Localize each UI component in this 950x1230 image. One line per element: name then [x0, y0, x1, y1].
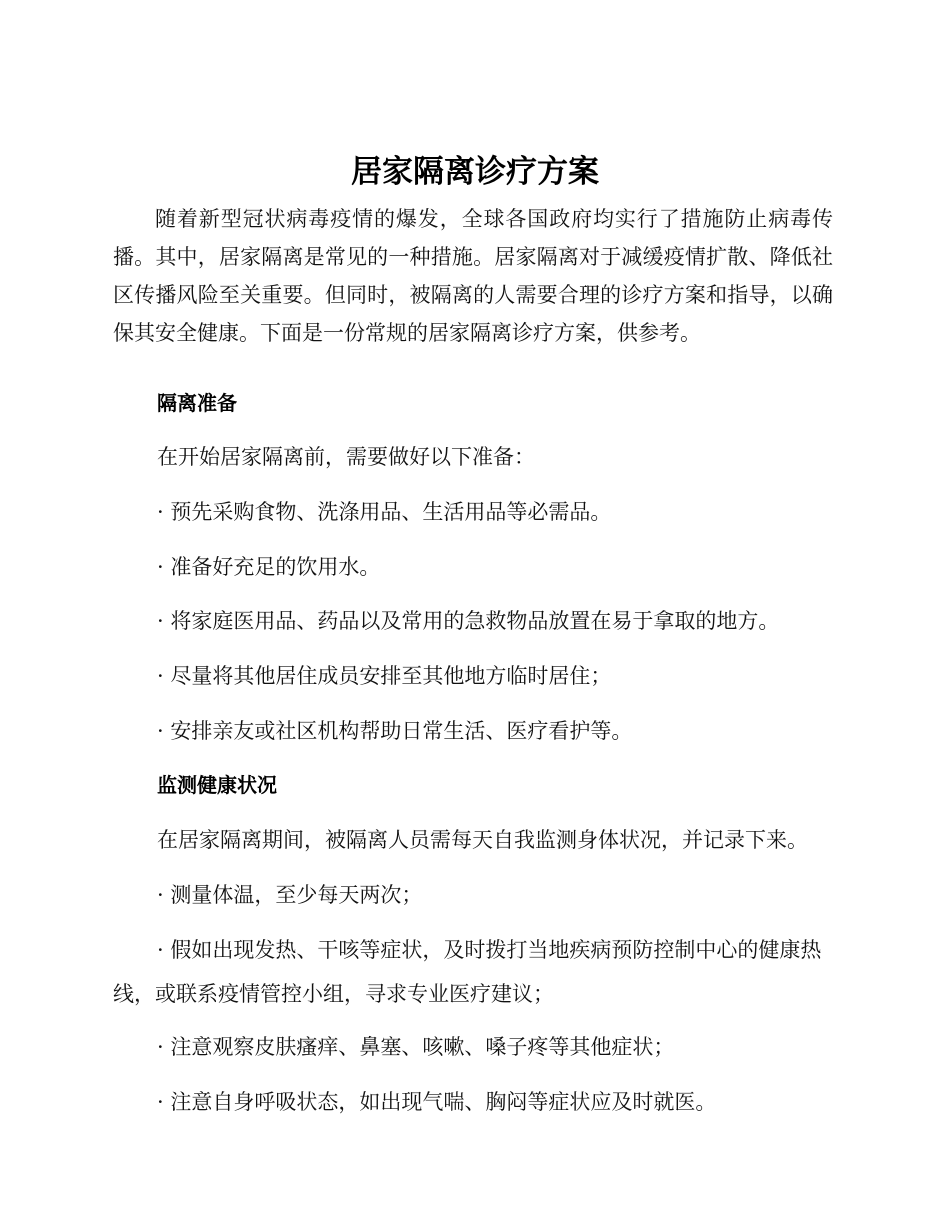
section-lead-health-monitoring: 在居家隔离期间，被隔离人员需每天自我监测身体状况，并记录下来。	[157, 828, 808, 852]
list-item: · 预先采购食物、洗涤用品、生活用品等必需品。	[157, 500, 612, 524]
document-title: 居家隔离诊疗方案	[351, 154, 599, 190]
list-item: · 假如出现发热、干咳等症状，及时拨打当地疾病预防控制中心的健康热线，或联系疫情管控小组，寻求专业医疗建议；	[113, 938, 822, 1006]
list-item: · 准备好充足的饮用水。	[157, 555, 381, 579]
list-item: · 注意观察皮肤瘙痒、鼻塞、咳嗽、嗓子疼等其他症状；	[157, 1035, 675, 1059]
list-item: · 尽量将其他居住成员安排至其他地方临时居住；	[157, 664, 612, 688]
list-item: · 安排亲友或社区机构帮助日常生活、医疗看护等。	[157, 719, 633, 743]
section-heading-preparation: 隔离准备	[157, 391, 237, 415]
list-item: · 注意自身呼吸状态，如出现气喘、胸闷等症状应及时就医。	[157, 1090, 717, 1114]
intro-paragraph: 随着新型冠状病毒疫情的爆发，全球各国政府均实行了措施防止病毒传播。其中，居家隔离是常见的一种措施。居家隔离对于减缓疫情扩散、降低社区传播风险至关重要。但同时，被隔离的人需要合理的诊疗方案和指导，以确保其安全健康。下面是一份常规的居家隔离诊疗方案，供参考。	[113, 207, 833, 345]
section-heading-health-monitoring: 监测健康状况	[157, 773, 277, 797]
section-lead-preparation: 在开始居家隔离前，需要做好以下准备：	[157, 445, 535, 469]
list-item: · 将家庭医用品、药品以及常用的急救物品放置在易于拿取的地方。	[157, 609, 780, 633]
list-item: · 测量体温，至少每天两次；	[157, 883, 423, 907]
